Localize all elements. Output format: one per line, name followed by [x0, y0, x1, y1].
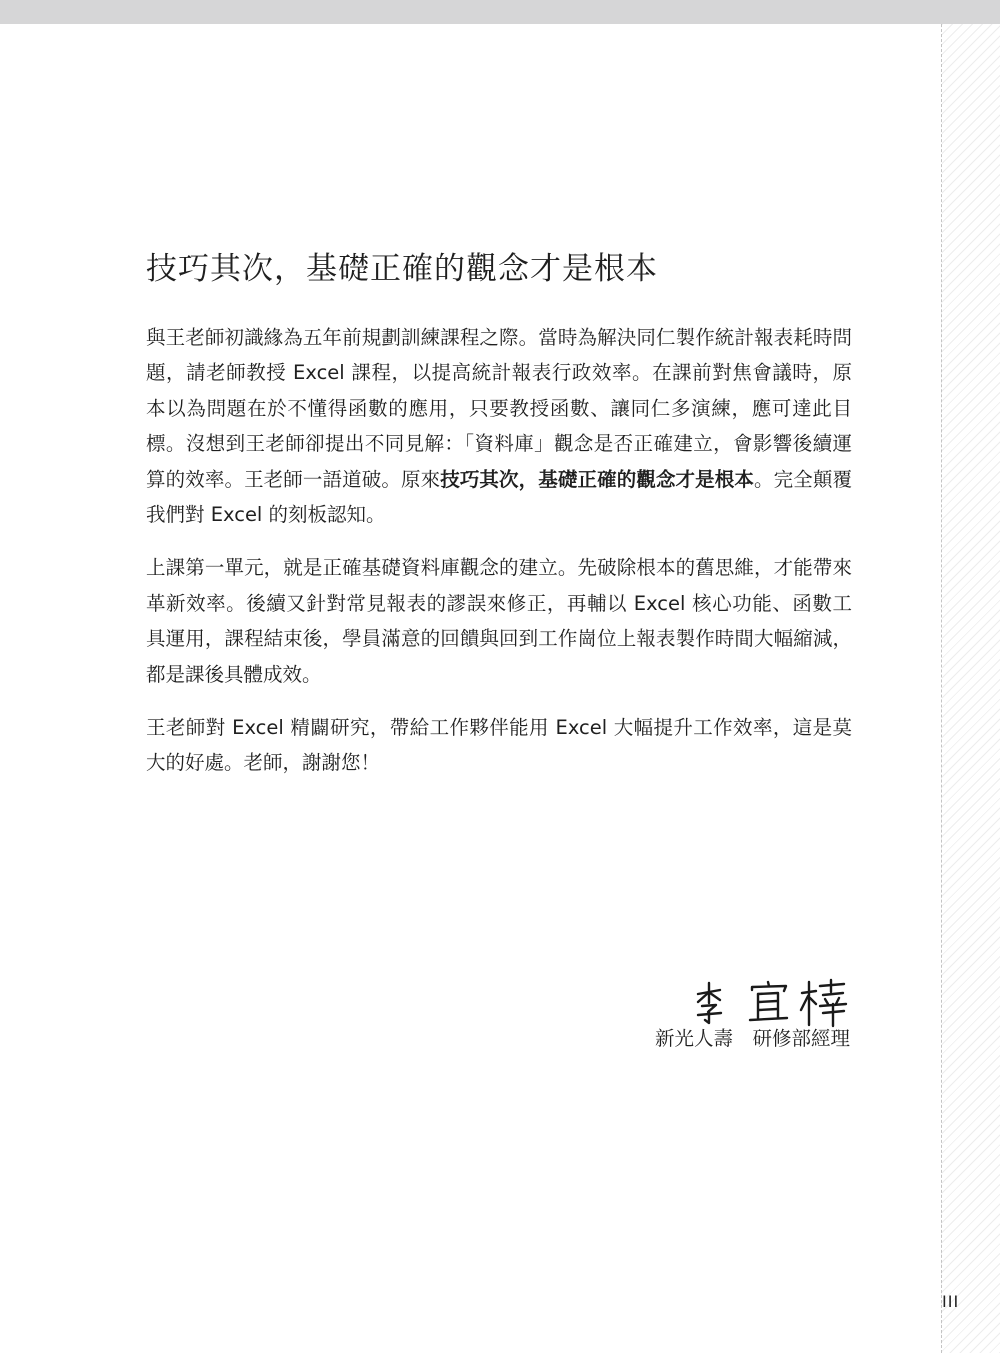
preface-content: [146, 246, 852, 781]
paragraph-1-text-end: 。完全顛覆我們對 Excel 的刻板認知。: [146, 467, 852, 527]
paragraph-3: 王老師對 Excel 精闢研究，帶給工作夥伴能用 Excel 大幅提升工作效率，這是莫大的好處。老師，謝謝您！: [146, 716, 852, 775]
paragraph-1: [146, 320, 852, 532]
page-title: 技巧其次，基礎正確的觀念才是根本: [146, 251, 658, 287]
handwritten-signature: [690, 978, 850, 1028]
signature-affiliation: 新光人壽 研修部經理: [654, 1027, 850, 1050]
paragraph-1-emphasis: 技巧其次，基礎正確的觀念才是根本: [440, 467, 755, 491]
page-number: III: [942, 1292, 960, 1311]
paragraph-2: 上課第一單元，就是正確基礎資料庫觀念的建立。先破除根本的舊思維，才能帶來革新效率。後續又針對常見報表的謬誤來修正，再輔以 Excel 核心功能、函數工具運用，課程結束後，學員滿意的回饋與回到工作崗位上報表製作時間大幅縮減，都是課後具體成效。: [146, 556, 852, 686]
side-margin-strip: [941, 24, 1000, 1353]
paragraph-1-text: 與王老師初識緣為五年前規劃訓練課程之際。當時為解決同仁製作統計報表耗時問題，請老師教授 Excel 課程，以提高統計報表行政效率。在課前對焦會議時，原本以為問題在於不懂得函數的應用，只要教授函數、讓同仁多演練，應可達此目標。沒想到王老師卻提出不同見解：「資料庫」觀念是否正確建立，會影響後續運算的效率。王老師一語道破。原來: [146, 326, 852, 491]
top-band: [0, 0, 1000, 24]
